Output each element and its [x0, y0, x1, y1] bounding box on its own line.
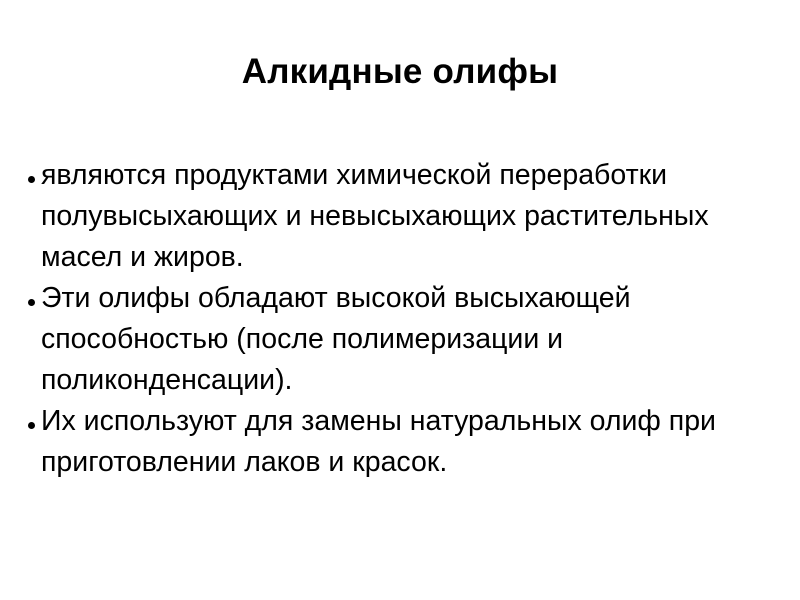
bullet-dot-icon [28, 176, 35, 183]
bullet-item [26, 155, 766, 278]
bullet-dot-icon [28, 299, 35, 306]
bullet-dot-icon [28, 422, 35, 429]
slide-title: Алкидные олифы [241, 52, 559, 91]
bullet-text: Их используют для замены натуральных олиф при приготовлении лаков и красок. [41, 405, 716, 478]
bullet-text: Эти олифы обладают высокой высыхающей способностью (после полимеризации и поликонденсации). [41, 282, 631, 396]
bullet-text: являются продуктами химической переработки полувысыхающих и невысыхающих растительных масел и жиров. [41, 159, 709, 273]
bullet-item [26, 278, 766, 401]
bullet-item [26, 401, 766, 483]
bullet-list [26, 155, 766, 483]
